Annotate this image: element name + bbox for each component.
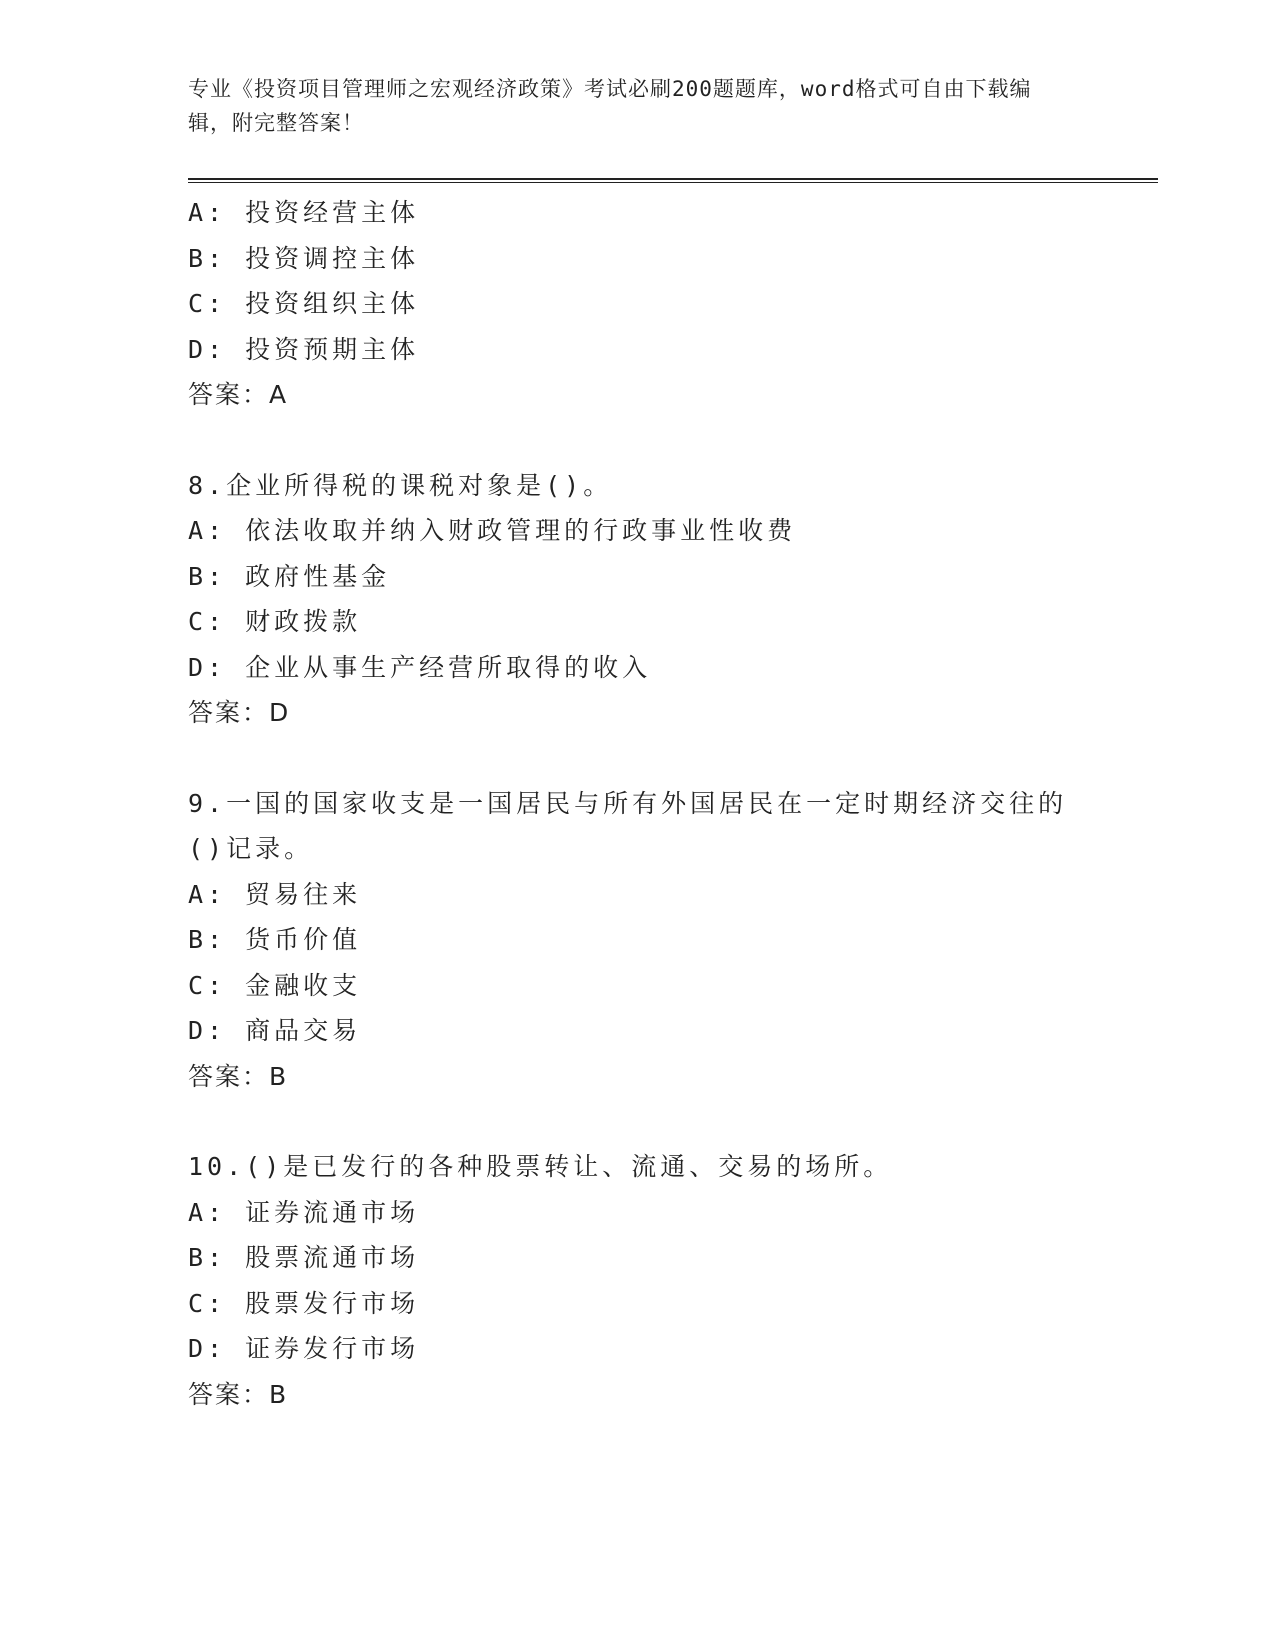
answer-line: 答案：B [188, 1379, 289, 1409]
option-d: D: 证券发行市场 [188, 1334, 420, 1363]
question-text: 9.一国的国家收支是一国居民与所有外国居民在一定时期经济交往的()记录。 [188, 788, 1068, 863]
question-list [188, 190, 1088, 1417]
option-a: A: 贸易往来 [188, 879, 362, 909]
option-b: B: 货币价值 [188, 925, 362, 954]
option-a: A: 依法收取并纳入财政管理的行政事业性收费 [188, 516, 797, 545]
option-c: C: 财政拨款 [188, 607, 362, 636]
block-spacer [188, 418, 1088, 463]
header-divider [188, 178, 1158, 183]
option-c: C: 投资组织主体 [188, 289, 420, 318]
option-d: D: 投资预期主体 [188, 334, 420, 364]
question-block [188, 190, 1088, 418]
option-d: D: 商品交易 [188, 1016, 362, 1045]
option-d: D: 企业从事生产经营所取得的收入 [188, 652, 652, 682]
option-a: A: 证券流通市场 [188, 1197, 420, 1227]
option-a: A: 投资经营主体 [188, 198, 420, 227]
answer-line: 答案：A [188, 380, 289, 409]
option-b: B: 投资调控主体 [188, 243, 420, 273]
option-c: C: 金融收支 [188, 970, 362, 1000]
question-text: 8.企业所得税的课税对象是()。 [188, 470, 613, 500]
question-block [188, 781, 1088, 1100]
option-b: B: 股票流通市场 [188, 1243, 420, 1272]
block-spacer [188, 736, 1088, 781]
option-c: C: 股票发行市场 [188, 1288, 420, 1318]
block-spacer [188, 1099, 1088, 1144]
document-header: 专业《投资项目管理师之宏观经济政策》考试必刷200题题库，word格式可自由下载编辑，附完整答案！ [188, 77, 1032, 135]
question-text: 10.()是已发行的各种股票转让、流通、交易的场所。 [188, 1152, 893, 1181]
question-block [188, 463, 1088, 736]
answer-line: 答案：D [188, 698, 291, 727]
option-b: B: 政府性基金 [188, 561, 391, 591]
question-block [188, 1144, 1088, 1417]
answer-line: 答案：B [188, 1061, 289, 1091]
